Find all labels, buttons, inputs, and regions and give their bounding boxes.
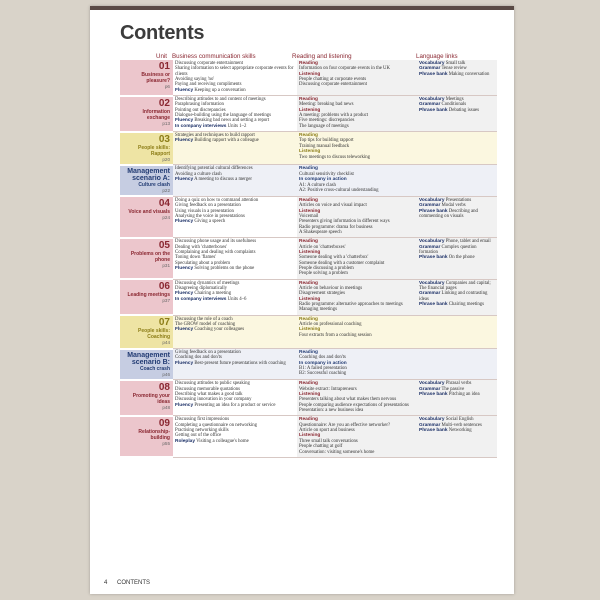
skill-line: Fluency A meeting to discuss a merger bbox=[175, 177, 252, 183]
reading-line: Presenters talking about what makes them nervous bbox=[299, 397, 397, 403]
reading-line: B1: A failed presentation bbox=[299, 366, 347, 372]
unit-number: 05 bbox=[158, 239, 170, 251]
unit-number: 04 bbox=[158, 198, 170, 210]
reading-line: The language of meetings bbox=[299, 123, 349, 129]
language-line: Grammar Modal verbs bbox=[419, 203, 466, 209]
section-label: Reading bbox=[299, 197, 318, 203]
language-cell bbox=[417, 380, 497, 416]
unit-row bbox=[120, 416, 497, 457]
section-label: Reading bbox=[299, 417, 318, 423]
reading-line: Article on behaviour in meetings bbox=[299, 285, 363, 291]
reading-cell bbox=[297, 315, 417, 348]
unit-number: 09 bbox=[158, 417, 170, 429]
reading-cell bbox=[297, 238, 417, 279]
skill-line: Discussing first impressions bbox=[175, 417, 230, 423]
unit-row bbox=[120, 165, 497, 196]
skill-line: Disagreeing diplomatically bbox=[175, 285, 228, 291]
skills-cell bbox=[173, 315, 297, 348]
section-label: Listening bbox=[299, 107, 321, 113]
reading-line: People chatting at corporate events bbox=[299, 77, 367, 83]
skill-line: Paying and receiving compliments bbox=[175, 82, 242, 88]
language-line: Grammar Conditionals bbox=[419, 102, 467, 108]
unit-number: 08 bbox=[158, 381, 170, 393]
language-line: Phrase bank Networking bbox=[419, 428, 472, 434]
reading-line: Voicemail bbox=[299, 213, 319, 219]
skill-line: Fluency Presenting an idea for a product or service bbox=[175, 402, 276, 408]
language-cell bbox=[417, 132, 497, 165]
language-line: Vocabulary Presentations bbox=[419, 197, 472, 203]
skill-line: Discussing the role of a coach bbox=[175, 316, 233, 322]
reading-line: Managing meetings bbox=[299, 307, 337, 313]
skill-line: Dealing with 'chatterboxes' bbox=[175, 244, 228, 250]
skill-line: Pointing out discrepancies bbox=[175, 107, 226, 113]
skill-line: Dialogue-building using the language of meetings bbox=[175, 113, 272, 119]
section-label: Listening bbox=[299, 433, 321, 439]
unit-number: 06 bbox=[158, 281, 170, 293]
section-label: Reading bbox=[299, 280, 318, 286]
language-cell bbox=[417, 165, 497, 196]
footer-label: CONTENTS bbox=[117, 580, 151, 586]
reading-line: Disagreement strategies bbox=[299, 291, 345, 297]
skill-line: Complaining and dealing with complaints bbox=[175, 249, 256, 255]
skill-line: Discussing phone usage and its usefulness bbox=[175, 239, 257, 245]
reading-line: Article on professional coaching bbox=[299, 322, 362, 328]
reading-line: Two meetings to discuss teleworking bbox=[299, 154, 371, 160]
skill-line: Avoiding a culture clash bbox=[175, 171, 222, 177]
section-label: In company in action bbox=[299, 360, 347, 366]
header-reading: Reading and listening bbox=[292, 53, 352, 60]
language-line: Vocabulary Phrasal verbs bbox=[419, 381, 472, 387]
language-line: Grammar Linking and contrasting ideas bbox=[419, 291, 488, 302]
unit-name: Promoting your ideas bbox=[132, 392, 170, 405]
page-footer bbox=[104, 580, 150, 586]
language-line: Phrase bank Pitching an idea bbox=[419, 392, 480, 398]
reading-line: Radio programme: alternative approaches to meetings bbox=[299, 302, 403, 307]
section-label: Reading bbox=[299, 316, 318, 322]
reading-line: Training manual feedback bbox=[299, 143, 350, 149]
skill-line: Discussing corporate entertainment bbox=[175, 61, 243, 66]
header-unit: Unit bbox=[156, 53, 168, 60]
skill-line: Discussing attitudes to public speaking bbox=[175, 381, 250, 387]
skill-line: Fluency Giving a speech bbox=[175, 219, 226, 225]
skill-line: Strategies and techniques to build rapport bbox=[175, 133, 255, 139]
skill-line: Paraphrasing information bbox=[175, 102, 224, 108]
reading-line: Someone dealing with a 'chatterbox' bbox=[299, 255, 369, 261]
language-line: Grammar The passive bbox=[419, 386, 465, 392]
skills-cell bbox=[173, 349, 297, 380]
reading-line: A2: Positive cross-cultural understanding bbox=[299, 187, 379, 193]
unit-page: p46 bbox=[162, 371, 170, 377]
skill-line: In company interviews Units 1–2 bbox=[175, 123, 247, 129]
page-number: 4 bbox=[104, 580, 108, 586]
section-label: Listening bbox=[299, 71, 321, 77]
reading-line: Article on 'chatterboxes' bbox=[299, 244, 346, 250]
skills-cell bbox=[173, 238, 297, 279]
section-label: Listening bbox=[299, 327, 321, 333]
skill-line: Describing attitudes to and content of meetings bbox=[175, 97, 266, 103]
reading-line: A1: A culture clash bbox=[299, 182, 336, 188]
reading-line: Four extracts from a coaching session bbox=[299, 332, 372, 338]
language-line: Phrase bank On the phone bbox=[419, 255, 475, 261]
reading-line: Coaching dos and don'ts bbox=[299, 355, 346, 361]
language-cell bbox=[417, 96, 497, 132]
unit-cell[interactable] bbox=[120, 132, 173, 165]
unit-name: Information exchange bbox=[142, 108, 170, 121]
unit-cell[interactable] bbox=[120, 416, 173, 457]
language-line: Phrase bank Describing and commenting on visuals bbox=[419, 208, 478, 219]
scenario-title: Management scenario B: bbox=[127, 351, 170, 366]
skills-cell bbox=[173, 165, 297, 196]
unit-number: 03 bbox=[158, 133, 170, 145]
language-cell bbox=[417, 416, 497, 457]
contents-table bbox=[120, 60, 497, 458]
skill-line: Roleplay Visiting a colleague's home bbox=[175, 438, 249, 444]
language-line: Phrase bank Chairing meetings bbox=[419, 302, 485, 307]
unit-row bbox=[120, 96, 497, 132]
section-label: Listening bbox=[299, 249, 321, 255]
section-label: Reading bbox=[299, 97, 318, 103]
unit-number: 02 bbox=[158, 97, 170, 109]
reading-cell bbox=[297, 96, 417, 132]
skill-line: Fluency Solving problems on the phone bbox=[175, 265, 255, 271]
unit-row bbox=[120, 380, 497, 416]
language-line: Grammar Multi-verb sentences bbox=[419, 422, 482, 428]
reading-line: People chatting at golf bbox=[299, 444, 343, 450]
skills-cell bbox=[173, 279, 297, 315]
skill-line: Speculating about a problem bbox=[175, 260, 231, 266]
unit-page: p44 bbox=[162, 340, 170, 346]
unit-page: p37 bbox=[162, 298, 170, 304]
reading-line: Meeting: breaking bad news bbox=[299, 102, 354, 108]
skill-line: Fluency Coaching your colleagues bbox=[175, 327, 245, 333]
reading-line: People solving a problem bbox=[299, 271, 348, 277]
unit-row bbox=[120, 196, 497, 237]
reading-cell bbox=[297, 165, 417, 196]
unit-cell[interactable] bbox=[120, 380, 173, 416]
book-page bbox=[90, 6, 514, 594]
language-line: Grammar Complex question formation bbox=[419, 244, 477, 255]
unit-page: p48 bbox=[162, 404, 170, 410]
page-title: Contents bbox=[120, 22, 205, 44]
reading-line: Radio programme: drama for business bbox=[299, 224, 373, 230]
unit-cell[interactable] bbox=[120, 96, 173, 132]
unit-row bbox=[120, 132, 497, 165]
section-label: Reading bbox=[299, 350, 318, 356]
reading-cell bbox=[297, 196, 417, 237]
skill-line: Fluency Building rapport with a colleague bbox=[175, 138, 259, 144]
reading-cell bbox=[297, 132, 417, 165]
reading-line: Articles on voice and visual impact bbox=[299, 203, 367, 209]
skill-line: Fluency Best-present future presentations with coaching bbox=[175, 360, 286, 366]
unit-row bbox=[120, 238, 497, 279]
section-label: Reading bbox=[299, 381, 318, 387]
unit-cell[interactable] bbox=[120, 165, 173, 196]
unit-page: p31 bbox=[162, 262, 170, 268]
header-language: Language links bbox=[416, 53, 458, 60]
unit-row bbox=[120, 60, 497, 96]
skill-line: Sharing information to select appropriate corporate events for clients bbox=[175, 66, 294, 77]
skill-line: Doing a quiz on how to command attention bbox=[175, 197, 259, 203]
language-line: Vocabulary Social English bbox=[419, 417, 474, 423]
section-label: Listening bbox=[299, 149, 321, 155]
reading-line: Questionnaire: Are you an effective networker? bbox=[299, 422, 391, 428]
reading-line: A Shakespeare speech bbox=[299, 229, 342, 235]
reading-cell bbox=[297, 416, 417, 457]
language-cell bbox=[417, 279, 497, 315]
reading-line: Article on sport and business bbox=[299, 428, 355, 434]
reading-cell bbox=[297, 349, 417, 380]
language-cell bbox=[417, 196, 497, 237]
reading-line: Presentation: a new business idea bbox=[299, 408, 364, 414]
unit-page: p20 bbox=[162, 156, 170, 162]
unit-name: Problems on the phone bbox=[130, 250, 170, 263]
skills-cell bbox=[173, 416, 297, 457]
skill-line: Practising networking skills bbox=[175, 428, 229, 434]
reading-line: Five meetings: discrepancies bbox=[299, 118, 355, 124]
reading-line: People discussing a problem bbox=[299, 265, 354, 271]
language-cell bbox=[417, 60, 497, 96]
unit-page: p6 bbox=[164, 84, 170, 89]
skill-line: Discussing innovation in your company bbox=[175, 397, 252, 403]
language-line: Vocabulary Companies and capital; The financial pages bbox=[419, 280, 491, 291]
skills-cell bbox=[173, 132, 297, 165]
unit-cell[interactable] bbox=[120, 279, 173, 315]
skill-line: Getting out of the office bbox=[175, 433, 222, 439]
skill-line: The GROW model of coaching bbox=[175, 322, 236, 328]
unit-number: 07 bbox=[158, 317, 170, 329]
section-label: Reading bbox=[299, 61, 318, 66]
unit-name: Coach crash bbox=[139, 365, 170, 372]
skill-line: Discussing memorable quotations bbox=[175, 386, 241, 392]
skill-line: Completing a questionnaire on networking bbox=[175, 422, 258, 428]
unit-cell[interactable] bbox=[120, 238, 173, 279]
reading-line: Top tips for building rapport bbox=[299, 138, 354, 144]
skill-line: Giving feedback on a presentation bbox=[175, 203, 241, 209]
language-cell bbox=[417, 315, 497, 348]
unit-name: People skills: Coaching bbox=[138, 328, 170, 341]
unit-cell[interactable] bbox=[120, 349, 173, 380]
reading-line: Conversation: visiting someone's home bbox=[299, 449, 375, 455]
reading-line: Cultural sensitivity checklist bbox=[299, 171, 354, 177]
scenario-title: Management scenario A: bbox=[127, 167, 170, 182]
unit-page: p13 bbox=[162, 120, 170, 126]
language-line: Phrase bank Debating issues bbox=[419, 107, 479, 113]
reading-line: Presenters giving information in different ways bbox=[299, 219, 390, 225]
language-cell bbox=[417, 238, 497, 279]
skill-line: Giving feedback on a presentation bbox=[175, 350, 241, 356]
unit-page: p55 bbox=[162, 440, 170, 446]
reading-line: B2: Successful coaching bbox=[299, 371, 347, 377]
language-line: Vocabulary Meetings bbox=[419, 97, 464, 103]
language-line: Vocabulary Phone, tablet and email bbox=[419, 239, 491, 245]
skill-line: Avoiding saying 'no' bbox=[175, 77, 215, 83]
reading-line: Information on four corporate events in the UK bbox=[299, 66, 390, 72]
unit-page: p24 bbox=[162, 215, 170, 221]
section-label: Reading bbox=[299, 133, 318, 139]
unit-row bbox=[120, 315, 497, 348]
reading-cell bbox=[297, 279, 417, 315]
unit-name: Leading meetings bbox=[127, 292, 170, 299]
unit-name: People skills: Rapport bbox=[138, 144, 170, 157]
skills-cell bbox=[173, 60, 297, 96]
reading-line: Someone dealing with a customer complaint bbox=[299, 260, 385, 266]
header-skills: Business communication skills bbox=[172, 53, 256, 60]
unit-number: 01 bbox=[158, 61, 170, 72]
unit-page: p22 bbox=[162, 187, 170, 193]
language-line: Grammar Tense review bbox=[419, 66, 467, 72]
unit-name: Voice and visuals bbox=[128, 209, 170, 216]
skill-line: Toning down 'flames' bbox=[175, 255, 217, 261]
skill-line: Describing what makes a good talk bbox=[175, 392, 243, 398]
reading-line: People comparing audience expectations of presentations bbox=[299, 402, 409, 408]
skill-line: Analysing the voice in presentations bbox=[175, 213, 245, 219]
skills-cell bbox=[173, 196, 297, 237]
unit-row bbox=[120, 349, 497, 380]
unit-name: Culture clash bbox=[138, 181, 170, 188]
reading-line: Three small talk conversations bbox=[299, 438, 358, 444]
section-label: Listening bbox=[299, 208, 321, 214]
language-cell bbox=[417, 349, 497, 380]
skill-line: Discussing dynamics of meetings bbox=[175, 280, 240, 286]
skills-cell bbox=[173, 96, 297, 132]
skill-line: Fluency Chairing a meeting bbox=[175, 291, 232, 297]
skill-line: Fluency Breaking bad news and setting a report bbox=[175, 118, 270, 124]
unit-cell[interactable] bbox=[120, 196, 173, 237]
skill-line: In company interviews Units 4–6 bbox=[175, 296, 247, 302]
language-line: Phrase bank Making conversation bbox=[419, 71, 490, 77]
section-label: Listening bbox=[299, 296, 321, 302]
reading-line: A meeting: problems with a product bbox=[299, 113, 369, 119]
skill-line: Fluency Keeping up a conversation bbox=[175, 87, 246, 93]
unit-row bbox=[120, 279, 497, 315]
skills-cell bbox=[173, 380, 297, 416]
section-label: In company in action bbox=[299, 177, 347, 183]
reading-line: Discussing corporate entertainment bbox=[299, 82, 367, 88]
reading-cell bbox=[297, 380, 417, 416]
reading-line: Website extract: Intrapreneurs bbox=[299, 386, 357, 392]
top-strip bbox=[90, 6, 514, 10]
section-label: Reading bbox=[299, 239, 318, 245]
reading-cell bbox=[297, 60, 417, 96]
section-label: Reading bbox=[299, 166, 318, 172]
section-label: Listening bbox=[299, 392, 321, 398]
unit-cell[interactable] bbox=[120, 315, 173, 348]
skill-line: Using visuals in a presentation bbox=[175, 208, 234, 214]
unit-cell[interactable] bbox=[120, 60, 173, 96]
unit-name: Relationship-building bbox=[138, 428, 170, 441]
language-line: Vocabulary Small talk bbox=[419, 61, 466, 66]
skill-line: Coaching dos and don'ts bbox=[175, 355, 222, 361]
unit-name: Business or pleasure? bbox=[141, 72, 170, 84]
skill-line: Identifying potential cultural differences bbox=[175, 166, 253, 172]
